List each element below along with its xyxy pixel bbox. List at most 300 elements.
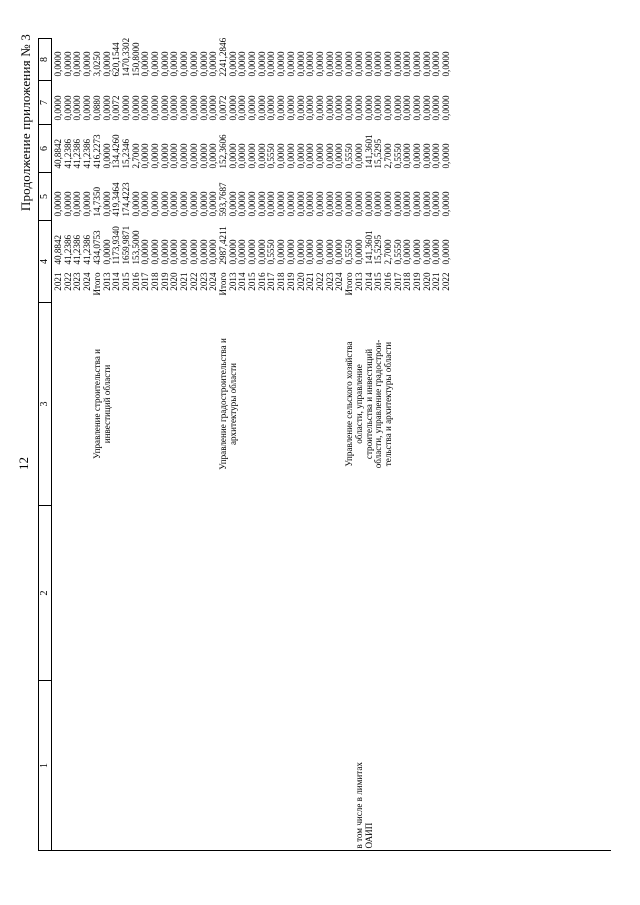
row-label-col-1	[209, 681, 219, 851]
row-value-col-5: 0,0000	[285, 191, 296, 217]
row-cell-col-2	[93, 506, 103, 681]
header-col-6: 6	[39, 125, 52, 173]
row-label-col-1	[180, 681, 190, 851]
row-label-col-3: строительства и инвестиций	[363, 348, 374, 460]
header-col-2: 2	[39, 506, 52, 681]
row-value-col-6: 0,0000	[353, 143, 364, 169]
row-label-col-1	[403, 681, 413, 851]
row-cell-col-2	[122, 506, 132, 681]
row-value-col-7: 0,0000	[431, 95, 442, 121]
row-label-col-1	[297, 681, 307, 851]
row-value-col-5: 0,0000	[53, 191, 63, 217]
row-value-col-4: 41,2386	[62, 234, 73, 265]
row-value-col-5: 0,0000	[412, 191, 423, 217]
row-value-col-6: 134,4260	[111, 134, 122, 169]
table-row	[442, 39, 452, 851]
row-value-col-6: 0,0000	[295, 143, 306, 169]
row-year: 2019	[285, 272, 296, 291]
row-label-col-1	[277, 681, 287, 851]
row-label-col-3	[141, 303, 151, 506]
row-value-col-4: 141,3601	[363, 230, 374, 265]
row-cell-col-2	[355, 506, 365, 681]
row-value-col-8: 0,0000	[276, 51, 287, 77]
row-value-col-7: 0,0000	[140, 95, 151, 121]
row-value-col-5: 0,0000	[295, 191, 306, 217]
row-value-col-6: 141,3601	[363, 134, 374, 169]
row-value-col-7: 0,0000	[382, 95, 393, 121]
row-label-col-1	[151, 681, 161, 851]
row-value-col-6: 0,0000	[198, 143, 209, 169]
row-value-col-7: 0,0000	[159, 95, 170, 121]
row-label-col-3	[432, 303, 442, 506]
row-value-col-7: 0,0000	[247, 95, 258, 121]
row-year: 2015	[247, 272, 258, 291]
row-value-col-7: 0,0000	[53, 95, 63, 121]
row-value-col-4: 0,0000	[140, 239, 151, 265]
appendix-table	[38, 38, 452, 851]
row-value-col-6: 416,2273	[91, 134, 102, 169]
row-value-col-7: 0,0880	[91, 95, 102, 121]
row-label-col-1	[442, 681, 452, 851]
row-label-col-3: тельства и архитектуры области	[382, 341, 393, 467]
row-label-col-3: инвестиций области	[101, 364, 112, 444]
row-value-col-5: 0,0000	[421, 191, 432, 217]
row-value-col-6: 41,2386	[62, 138, 73, 169]
row-label-col-3	[423, 303, 433, 506]
row-year: 2018	[276, 272, 287, 291]
row-label-col-3: архитектуры области	[227, 362, 238, 446]
row-year: 2019	[159, 272, 170, 291]
row-label-col-3	[258, 303, 268, 506]
row-label-col-3	[287, 303, 297, 506]
row-value-col-6: 0,0000	[208, 143, 219, 169]
row-value-col-5: 0,0000	[256, 191, 267, 217]
row-value-col-6: 15,5295	[373, 138, 384, 169]
row-value-col-8: 0,0000	[266, 51, 277, 77]
row-year: 2021	[305, 272, 316, 291]
row-value-col-8: 0,0000	[285, 51, 296, 77]
row-value-col-5: 0,0000	[140, 191, 151, 217]
row-value-col-8: 620,1544	[111, 42, 122, 77]
row-value-col-4: 0,0000	[188, 239, 199, 265]
row-value-col-4: 0,0000	[324, 239, 335, 265]
row-year: 2017	[140, 272, 151, 291]
row-value-col-7: 0,0000	[227, 95, 238, 121]
row-value-col-7: 0,0000	[305, 95, 316, 121]
row-value-col-6: 0,0000	[412, 143, 423, 169]
row-value-col-8: 0,0000	[344, 51, 355, 77]
row-label-col-3	[442, 303, 452, 506]
row-label-col-1: ОАИП	[363, 822, 374, 849]
row-value-col-5: 0,0000	[305, 191, 316, 217]
row-value-col-5: 0,0000	[62, 191, 73, 217]
row-year: 2021	[179, 272, 190, 291]
row-value-col-4: 15,5295	[373, 234, 384, 265]
row-cell-col-2	[64, 506, 74, 681]
row-label-col-3	[316, 303, 326, 506]
row-value-col-7: 0,0072	[217, 95, 228, 121]
row-year: 2022	[188, 272, 199, 291]
row-value-col-6: 0,5550	[344, 143, 355, 169]
row-label-col-1	[287, 681, 297, 851]
row-value-col-4: 0,0000	[150, 239, 161, 265]
row-year: 2017	[392, 272, 403, 291]
row-year: 2014	[237, 272, 248, 291]
row-year: 2015	[120, 272, 131, 291]
row-label-col-1	[64, 681, 74, 851]
row-value-col-4: 0,0000	[237, 239, 248, 265]
row-value-col-6: 0,0000	[179, 143, 190, 169]
row-value-col-6: 41,2386	[72, 138, 83, 169]
row-cell-col-2	[306, 506, 316, 681]
row-value-col-4: 0,0000	[314, 239, 325, 265]
row-value-col-8: 0,0000	[373, 51, 384, 77]
header-col-5: 5	[39, 173, 52, 221]
row-label-col-1	[141, 681, 151, 851]
row-cell-col-2	[432, 506, 442, 681]
row-label-col-1	[161, 681, 171, 851]
row-year: 2016	[256, 272, 267, 291]
row-value-col-8: 0,0000	[72, 51, 83, 77]
row-value-col-6: 0,0000	[285, 143, 296, 169]
row-value-col-7: 0,0000	[363, 95, 374, 121]
row-value-col-4: 1659,9871	[120, 225, 131, 265]
row-cell-col-2	[335, 506, 345, 681]
row-value-col-6: 0,0000	[324, 143, 335, 169]
row-value-col-5: 0,0000	[314, 191, 325, 217]
row-value-col-5: 0,0000	[392, 191, 403, 217]
row-value-col-6: 0,0000	[101, 143, 112, 169]
row-label-col-1	[306, 681, 316, 851]
row-value-col-6: 0,0000	[305, 143, 316, 169]
row-value-col-4: 0,0000	[227, 239, 238, 265]
row-value-col-7: 0,0000	[188, 95, 199, 121]
row-label-col-3	[190, 303, 200, 506]
row-cell-col-2	[297, 506, 307, 681]
row-value-col-7: 0,0000	[285, 95, 296, 121]
row-cell-col-2	[442, 506, 452, 681]
row-value-col-7: 0,0000	[101, 95, 112, 121]
row-value-col-4: 0,0000	[305, 239, 316, 265]
row-value-col-4: 0,0000	[402, 239, 413, 265]
row-label-col-1	[200, 681, 210, 851]
row-year: Итого	[344, 272, 355, 296]
row-value-col-4: 0,0000	[247, 239, 258, 265]
row-label-col-3	[132, 303, 142, 506]
row-value-col-6: 2,7000	[382, 143, 393, 169]
row-value-col-4: 41,2386	[82, 234, 93, 265]
row-value-col-5: 0,0000	[344, 191, 355, 217]
row-value-col-4: 0,0000	[101, 239, 112, 265]
row-value-col-5: 0,0000	[169, 191, 180, 217]
row-label-col-3	[161, 303, 171, 506]
row-label-col-3	[394, 303, 404, 506]
row-value-col-5: 0,0000	[382, 191, 393, 217]
row-cell-col-2	[345, 506, 355, 681]
row-cell-col-2	[52, 506, 64, 681]
row-value-col-8: 0,0000	[188, 51, 199, 77]
row-cell-col-2	[326, 506, 336, 681]
row-value-col-5: 0,0000	[353, 191, 364, 217]
row-label-col-1	[219, 681, 229, 851]
row-year: 2020	[295, 272, 306, 291]
row-cell-col-2	[238, 506, 248, 681]
row-year: 2024	[208, 272, 219, 291]
row-cell-col-2	[151, 506, 161, 681]
row-year: Итого	[91, 272, 102, 296]
row-label-col-1	[258, 681, 268, 851]
row-value-col-5: 0,0000	[150, 191, 161, 217]
row-value-col-8: 0,0000	[382, 51, 393, 77]
row-value-col-6: 0,0000	[421, 143, 432, 169]
row-value-col-6: 0,0000	[441, 143, 452, 169]
row-cell-col-2	[209, 506, 219, 681]
row-cell-col-2	[267, 506, 277, 681]
row-label-col-1	[112, 681, 122, 851]
header-col-8: 8	[39, 39, 52, 81]
row-label-col-3: области, управление градострои-	[373, 339, 384, 469]
row-label-col-3: Управление строительства и	[91, 348, 102, 460]
row-value-col-4: 0,0000	[431, 239, 442, 265]
row-value-col-8: 0,0000	[431, 51, 442, 77]
row-value-col-6: 0,5550	[266, 143, 277, 169]
row-value-col-4: 0,5550	[344, 239, 355, 265]
row-value-col-7: 0,0000	[198, 95, 209, 121]
row-label-col-1	[229, 681, 239, 851]
row-value-col-5: 0,0000	[373, 191, 384, 217]
row-value-col-8: 0,0000	[305, 51, 316, 77]
row-year: 2014	[111, 272, 122, 291]
continuation-heading: Продолжение приложения № 3	[18, 34, 33, 212]
row-label-col-1	[248, 681, 258, 851]
row-label-col-3	[326, 303, 336, 506]
row-value-col-7: 0,0000	[72, 95, 83, 121]
row-label-col-3	[277, 303, 287, 506]
row-value-col-4: 0,0000	[334, 239, 345, 265]
row-value-col-7: 0,0072	[111, 95, 122, 121]
row-value-col-6: 15,2346	[120, 138, 131, 169]
row-value-col-8: 0,0000	[441, 51, 452, 77]
row-value-col-4: 0,0000	[353, 239, 364, 265]
row-cell-col-2	[277, 506, 287, 681]
row-value-col-7: 0,0000	[150, 95, 161, 121]
row-value-col-8: 0,0000	[353, 51, 364, 77]
row-value-col-6: 0,5550	[392, 143, 403, 169]
row-value-col-8: 0,0000	[169, 51, 180, 77]
row-value-col-6: 40,8842	[53, 138, 63, 169]
row-value-col-8: 0,0000	[295, 51, 306, 77]
row-value-col-5: 0,0000	[130, 191, 141, 217]
row-value-col-8: 0,0000	[412, 51, 423, 77]
row-value-col-5: 0,0000	[402, 191, 413, 217]
row-label-col-1	[170, 681, 180, 851]
row-year: 2016	[382, 272, 393, 291]
row-value-col-8: 1470,3302	[120, 37, 131, 77]
row-value-col-5: 0,0000	[334, 191, 345, 217]
row-value-col-8: 0,0000	[208, 51, 219, 77]
row-value-col-5: 419,3464	[111, 182, 122, 217]
row-value-col-8: 0,0000	[150, 51, 161, 77]
row-label-col-3	[413, 303, 423, 506]
row-cell-col-2	[180, 506, 190, 681]
row-label-col-3	[403, 303, 413, 506]
row-value-col-6: 41,2386	[82, 138, 93, 169]
row-year: 2018	[402, 272, 413, 291]
row-value-col-6: 0,0000	[227, 143, 238, 169]
row-label-col-1	[432, 681, 442, 851]
row-cell-col-2	[423, 506, 433, 681]
row-value-col-8: 0,0000	[198, 51, 209, 77]
row-value-col-4: 0,5550	[266, 239, 277, 265]
header-col-7: 7	[39, 81, 52, 125]
row-value-col-7: 0,0000	[62, 95, 73, 121]
row-value-col-8: 0,0000	[159, 51, 170, 77]
row-value-col-5: 0,0000	[247, 191, 258, 217]
row-label-col-3	[306, 303, 316, 506]
header-col-1: 1	[39, 681, 52, 851]
row-value-col-4: 2,7000	[382, 239, 393, 265]
row-year: 2024	[82, 272, 93, 291]
row-value-col-4: 0,0000	[208, 239, 219, 265]
row-year: 2016	[130, 272, 141, 291]
row-cell-col-2	[394, 506, 404, 681]
row-value-col-7: 0,0000	[392, 95, 403, 121]
row-value-col-7: 0,0000	[295, 95, 306, 121]
row-label-col-3	[297, 303, 307, 506]
row-value-col-7: 0,0000	[373, 95, 384, 121]
row-value-col-4: 153,5000	[130, 230, 141, 265]
row-value-col-8: 0,0000	[227, 51, 238, 77]
row-value-col-8: 3,0250	[91, 51, 102, 77]
row-value-col-4: 1173,9340	[111, 226, 122, 265]
row-value-col-7: 0,0000	[344, 95, 355, 121]
row-cell-col-2	[365, 506, 375, 681]
row-cell-col-2	[200, 506, 210, 681]
row-value-col-8: 0,0000	[334, 51, 345, 77]
row-value-col-8: 0,0000	[256, 51, 267, 77]
page-number: 12	[16, 457, 31, 470]
row-value-col-5: 0,0000	[237, 191, 248, 217]
row-cell-col-2	[161, 506, 171, 681]
row-label-col-1	[190, 681, 200, 851]
row-value-col-8: 0,0000	[392, 51, 403, 77]
row-cell-col-2	[287, 506, 297, 681]
row-value-col-8: 0,0000	[314, 51, 325, 77]
row-label-col-3: Управление градостроительства и	[217, 338, 228, 470]
row-value-col-7: 0,0000	[208, 95, 219, 121]
row-label-col-1	[267, 681, 277, 851]
row-value-col-7: 0,0000	[266, 95, 277, 121]
row-year: 2022	[441, 272, 452, 291]
row-value-col-5: 0,0000	[159, 191, 170, 217]
row-value-col-4: 0,0000	[256, 239, 267, 265]
row-label-col-3	[73, 303, 83, 506]
row-value-col-6: 152,3606	[217, 134, 228, 169]
row-value-col-6: 0,0000	[334, 143, 345, 169]
row-value-col-4: 41,2386	[72, 234, 83, 265]
row-label-col-3	[238, 303, 248, 506]
row-value-col-4: 0,0000	[169, 239, 180, 265]
row-cell-col-2	[219, 506, 229, 681]
row-value-col-5: 0,0000	[431, 191, 442, 217]
row-value-col-4: 0,0000	[179, 239, 190, 265]
row-value-col-7: 0,0000	[120, 95, 131, 121]
row-year: 2020	[421, 272, 432, 291]
row-value-col-5: 0,0000	[441, 191, 452, 217]
row-value-col-6: 0,0000	[314, 143, 325, 169]
row-value-col-4: 0,0000	[198, 239, 209, 265]
row-value-col-5: 0,0000	[208, 191, 219, 217]
row-value-col-6: 0,0000	[150, 143, 161, 169]
row-value-col-8: 0,0000	[324, 51, 335, 77]
row-value-col-6: 0,0000	[247, 143, 258, 169]
table-header-row	[39, 39, 52, 851]
row-year: 2013	[227, 272, 238, 291]
row-label-col-1	[132, 681, 142, 851]
row-value-col-7: 0,0000	[353, 95, 364, 121]
row-value-col-7: 0,0000	[82, 95, 93, 121]
row-value-col-6: 0,0000	[188, 143, 199, 169]
header-col-3: 3	[39, 303, 52, 506]
row-value-col-6: 0,0000	[169, 143, 180, 169]
row-value-col-8: 0,0000	[179, 51, 190, 77]
row-label-col-1: в том числе в лимитах	[353, 762, 364, 849]
row-label-col-1	[394, 681, 404, 851]
row-value-col-6: 0,0000	[276, 143, 287, 169]
row-label-col-1	[384, 681, 394, 851]
row-label-col-3	[267, 303, 277, 506]
row-value-col-5: 0,0000	[179, 191, 190, 217]
row-value-col-6: 0,0000	[402, 143, 413, 169]
row-value-col-7: 0,0000	[314, 95, 325, 121]
row-value-col-5: 0,0000	[82, 191, 93, 217]
row-label-col-1	[52, 681, 64, 851]
row-value-col-8: 0,0000	[402, 51, 413, 77]
row-cell-col-2	[73, 506, 83, 681]
row-value-col-6: 2,7000	[130, 143, 141, 169]
row-value-col-7: 0,0000	[402, 95, 413, 121]
row-year: 2019	[412, 272, 423, 291]
row-year: 2015	[373, 272, 384, 291]
row-year: 2023	[72, 272, 83, 291]
row-year: 2017	[266, 272, 277, 291]
row-year: 2021	[53, 272, 63, 291]
row-value-col-4: 0,0000	[285, 239, 296, 265]
row-label-col-1	[326, 681, 336, 851]
row-year: 2013	[353, 272, 364, 291]
row-year: 2023	[198, 272, 209, 291]
row-value-col-7: 0,0000	[421, 95, 432, 121]
row-cell-col-2	[141, 506, 151, 681]
row-value-col-7: 0,0000	[130, 95, 141, 121]
row-value-col-5: 0,0000	[324, 191, 335, 217]
row-value-col-6: 0,0000	[140, 143, 151, 169]
row-year: 2022	[62, 272, 73, 291]
row-value-col-4: 0,0000	[276, 239, 287, 265]
row-year: 2014	[363, 272, 374, 291]
row-value-col-5: 14,7350	[91, 186, 102, 217]
row-value-col-4: 2987,4211	[217, 226, 228, 265]
row-value-col-6: 0,0000	[159, 143, 170, 169]
row-cell-col-2	[112, 506, 122, 681]
row-year: Итого	[217, 272, 228, 296]
row-year: 2020	[169, 272, 180, 291]
row-label-col-1	[374, 681, 384, 851]
row-value-col-8: 0,0000	[247, 51, 258, 77]
row-cell-col-2	[83, 506, 93, 681]
row-year: 2018	[150, 272, 161, 291]
row-year: 2022	[314, 272, 325, 291]
